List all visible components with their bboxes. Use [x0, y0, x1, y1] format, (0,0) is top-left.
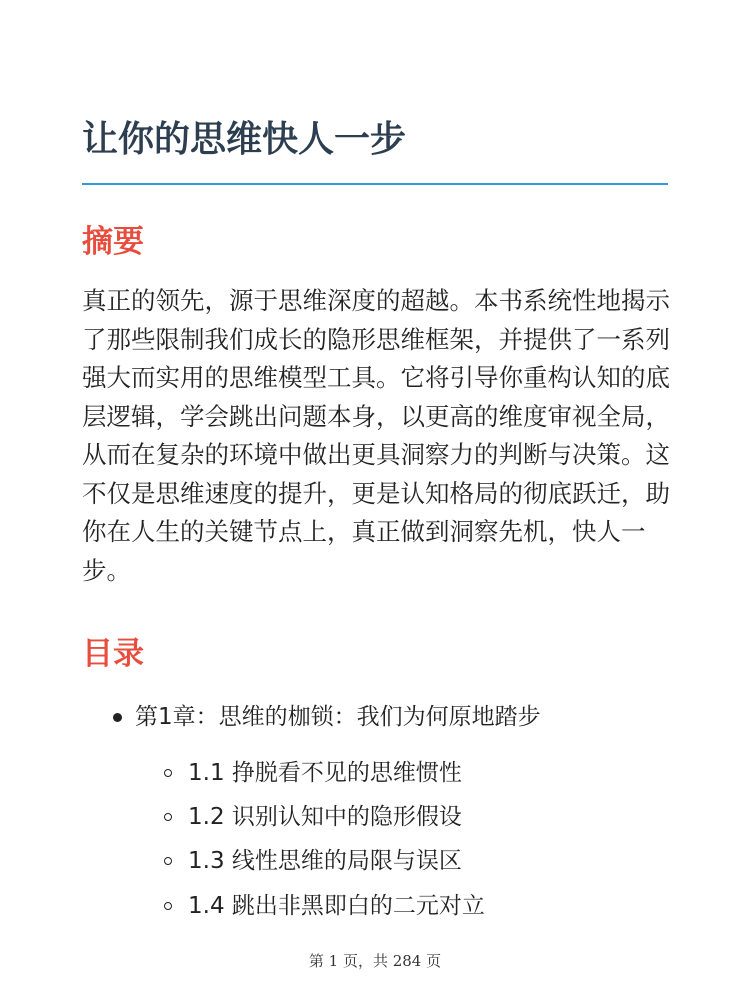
- bullet-circle-icon: [164, 902, 172, 910]
- bullet-disc-icon: [113, 713, 122, 722]
- bullet-circle-icon: [164, 813, 172, 821]
- bullet-circle-icon: [164, 769, 172, 777]
- document-title: 让你的思维快人一步: [82, 119, 407, 160]
- abstract-heading: 摘要: [82, 224, 144, 260]
- bullet-circle-icon: [164, 857, 172, 865]
- toc-heading: 目录: [82, 636, 144, 672]
- page-number-footer: 第 1 页，共 284 页: [308, 952, 442, 970]
- toc-section-label: 1.4 跳出非黑即白的二元对立: [188, 893, 485, 919]
- toc-section-label: 1.3 线性思维的局限与误区: [188, 848, 462, 874]
- toc-section-label: 1.1 挣脱看不见的思维惯性: [188, 760, 462, 786]
- abstract-text: 真正的领先，源于思维深度的超越。本书系统性地揭示了那些限制我们成长的隐形思维框架，并提供了一系列强大而实用的思维模型工具。它将引导你重构认知的底层逻辑，学会跳出问题本身，以更高的维度审视全局，从而在复杂的环境中做出更具洞察力的判断与决策。这不仅是思维速度的提升，更是认知格局的彻底跃迁，助你在人生的关键节点上，真正做到洞察先机，快人一步。: [82, 286, 670, 585]
- toc-section-label: 1.2 识别认知中的隐形假设: [188, 804, 462, 830]
- toc-chapter-label: 第1章：思维的枷锁：我们为何原地踏步: [135, 704, 541, 730]
- title-divider: [82, 183, 668, 185]
